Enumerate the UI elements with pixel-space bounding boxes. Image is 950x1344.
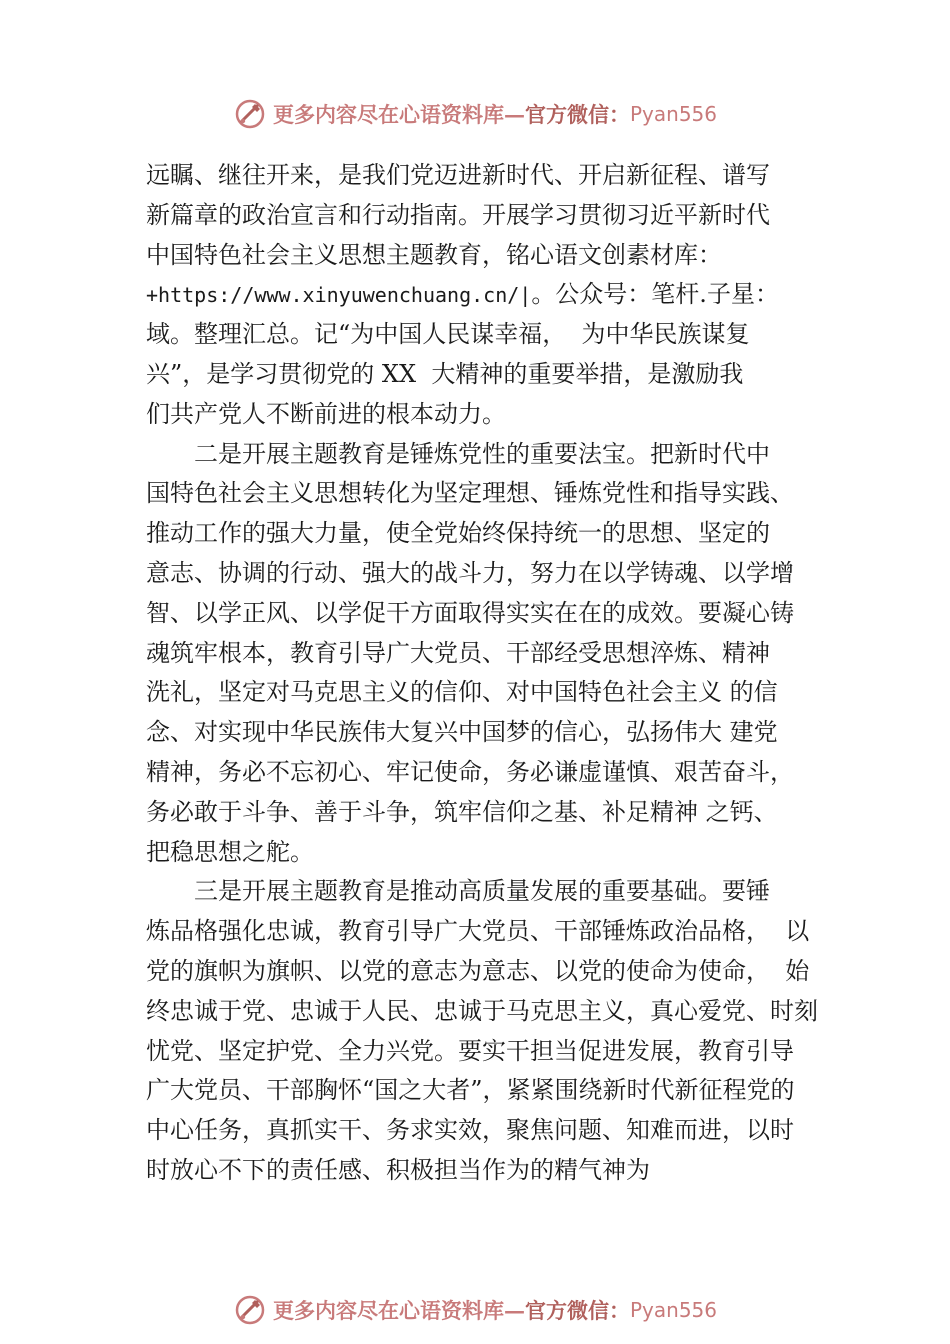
- text-line: 新篇章的政治宣言和行动指南。开展学习贯彻习近平新时代: [146, 200, 770, 229]
- text-line: 兴”，是学习贯彻党的 XX 大精神的重要举措，是激励我: [146, 359, 744, 388]
- text-line: 终忠诚于党、忠诚于人民、忠诚于马克思主义，真心爱党、时刻: [146, 996, 818, 1025]
- text-line: [146, 275, 836, 315]
- text-line: 广大党员、干部胸怀“国之大者”，紧紧围绕新时代新征程党的: [146, 1076, 795, 1105]
- banner-dash: —: [503, 101, 525, 127]
- text-line: 中国特色社会主义思想主题教育，铭心语文创素材库：: [146, 240, 722, 269]
- text-line: 忧党、坚定护党、全力兴党。要实干担当促进发展，教育引导: [146, 1036, 794, 1065]
- text-line: 三是开展主题教育是推动高质量发展的重要基础。要锤: [194, 877, 770, 906]
- banner-wechat-label: 官方微信：: [524, 102, 630, 127]
- url-text: +https://www.xinyuwenchuang.cn/|: [146, 283, 532, 308]
- banner-wechat-label: 官方微信：: [524, 1298, 630, 1323]
- text-line: 洗礼，坚定对马克思主义的信仰、对中国特色社会主义 的信: [146, 678, 778, 707]
- document-body: [146, 156, 836, 1191]
- text-line: 意志、协调的行动、强大的战斗力，努力在以学铸魂、以学增: [146, 558, 794, 587]
- text-line: 念、对实现中华民族伟大复兴中国梦的信心，弘扬伟大 建党: [146, 718, 778, 747]
- text-line: 推动工作的强大力量，使全党始终保持统一的思想、坚定的: [146, 519, 770, 548]
- brush-seal-logo-icon: [233, 1293, 267, 1327]
- text-line: 时放心不下的责任感、积极担当作为的精气神为: [146, 1155, 650, 1184]
- banner-dash: —: [503, 1297, 525, 1323]
- header-watermark-banner: [0, 94, 950, 134]
- banner-wechat-id: Pyan556: [629, 1298, 717, 1322]
- text-line: 远瞩、继往开来，是我们党迈进新时代、开启新征程、谱写: [146, 161, 770, 189]
- text-line: 域。整理汇总。记“为中国人民谋幸福， 为中华民族谋复: [146, 320, 750, 349]
- text-line: 党的旗帜为旗帜、以党的意志为意志、以党的使命为使命， 始: [146, 956, 810, 985]
- brush-seal-logo-icon: [233, 97, 267, 131]
- text-line: 二是开展主题教育是锤炼党性的重要法宝。把新时代中: [194, 439, 770, 468]
- text-line: 精神，务必不忘初心、牢记使命，务必谦虚谨慎、艰苦奋斗，: [146, 757, 794, 786]
- banner-wechat-id: Pyan556: [629, 102, 717, 126]
- text-line: 炼品格强化忠诚，教育引导广大党员、干部锤炼政治品格， 以: [146, 917, 810, 946]
- text-line: 中心任务，真抓实干、务求实效，聚焦问题、知难而进，以时: [146, 1116, 794, 1145]
- text-line: 魂筑牢根本，教育引导广大党员、干部经受思想淬炼、精神: [146, 638, 770, 667]
- text-line: 国特色社会主义思想转化为坚定理想、锤炼党性和指导实践、: [146, 479, 794, 508]
- text-line: 务必敢于斗争、善于斗争，筑牢信仰之基、补足精神 之钙、: [146, 797, 778, 826]
- text-line: 们共产党人不断前进的根本动力。: [146, 399, 506, 428]
- line-text-rest: 。公众号：笔杆.子星：: [531, 280, 779, 309]
- text-line: 智、以学正风、以学促干方面取得实实在在的成效。要凝心铸: [146, 598, 794, 627]
- footer-watermark-banner: [0, 1290, 950, 1330]
- text-line: 把稳思想之舵。: [146, 837, 314, 866]
- banner-main-text: 更多内容尽在心语资料库: [272, 102, 504, 127]
- banner-main-text: 更多内容尽在心语资料库: [272, 1298, 504, 1323]
